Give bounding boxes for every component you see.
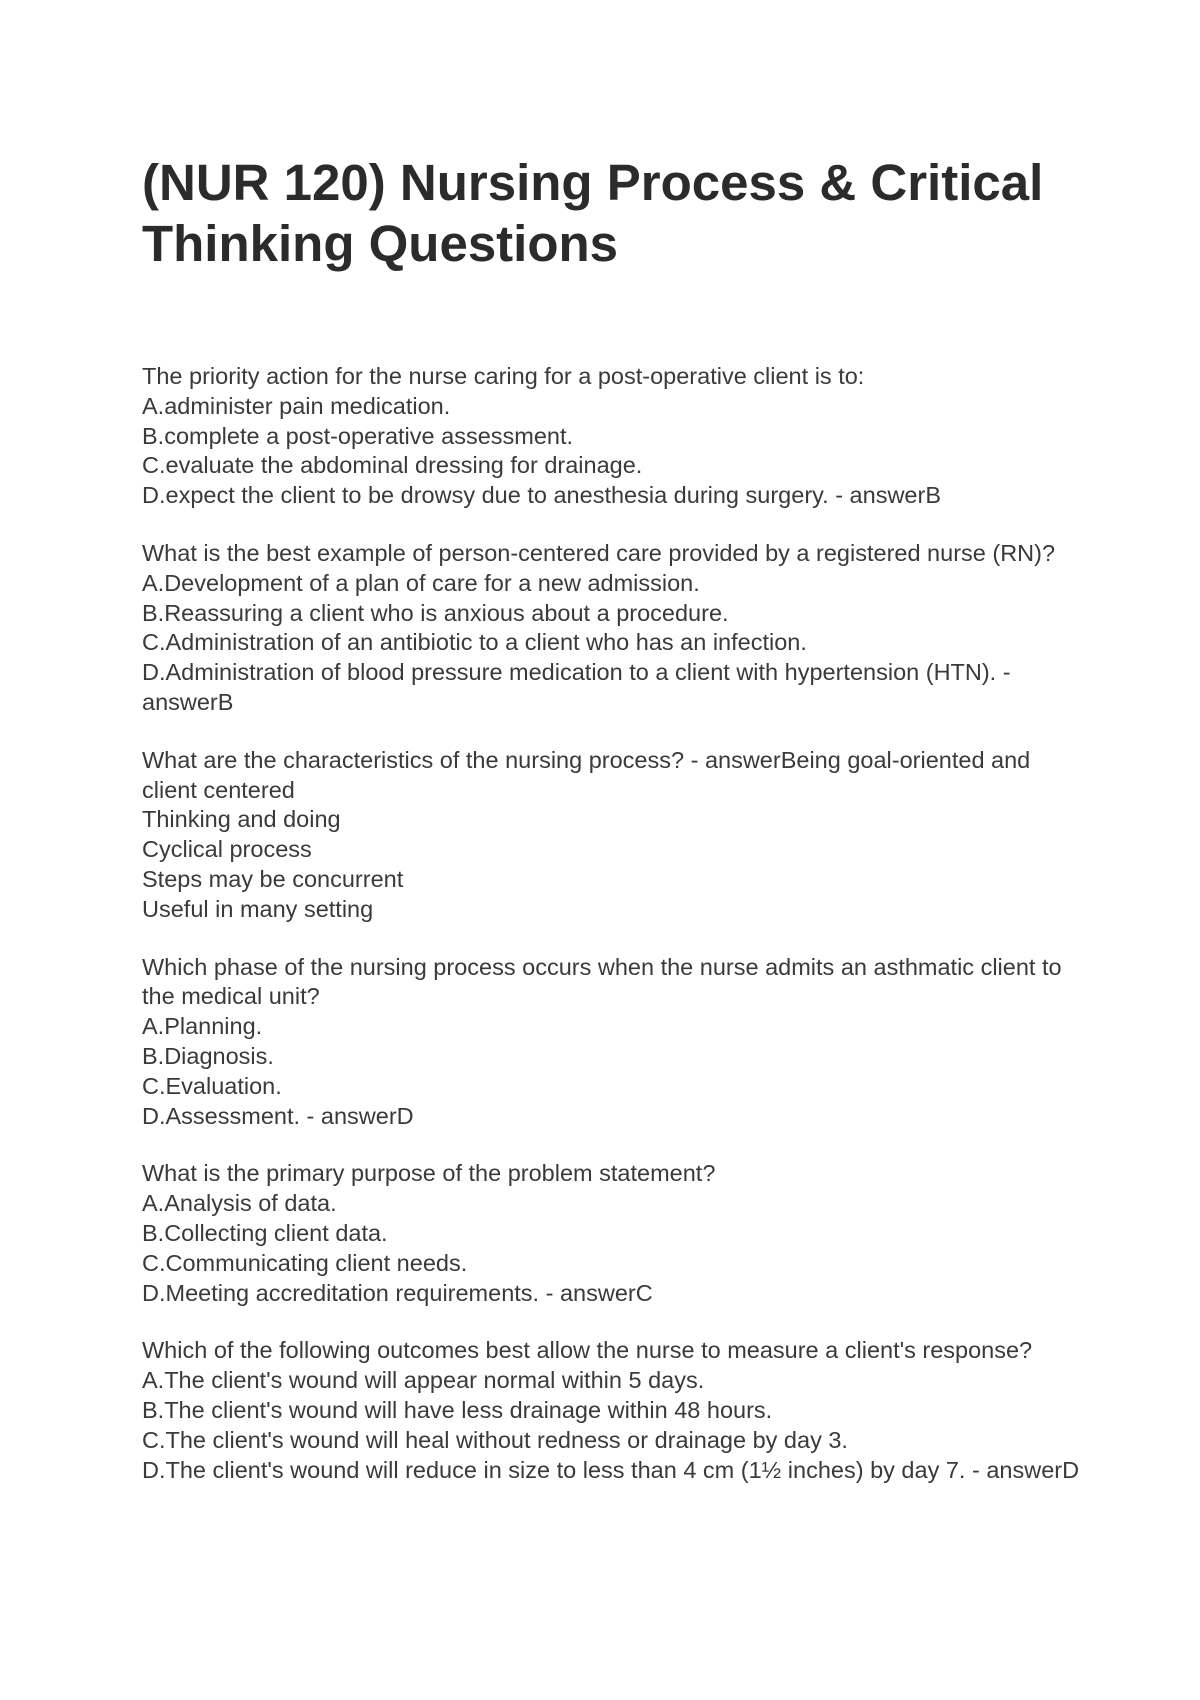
question-text: What is the primary purpose of the problem statement? xyxy=(142,1160,716,1187)
answer-option-c: C.Communicating client needs. xyxy=(142,1249,468,1276)
answer-option-c: C.Evaluation. xyxy=(142,1072,282,1099)
answer-line: Useful in many setting xyxy=(142,895,374,922)
document-title: (NUR 120) Nursing Process & Critical Thinking Questions xyxy=(142,154,1044,272)
question-text: What are the characteristics of the nursing process? - answerBeing goal-oriented and client centered xyxy=(142,746,1031,803)
question-block-1 xyxy=(142,362,1082,511)
answer-line: Steps may be concurrent xyxy=(142,865,404,892)
answer-line: Thinking and doing xyxy=(142,806,341,833)
question-text: What is the best example of person-centered care provided by a registered nurse (RN)? xyxy=(142,539,1056,566)
answer-option-b: B.complete a post-operative assessment. xyxy=(142,422,574,449)
question-block-3 xyxy=(142,746,1082,925)
answer-option-a: A.The client's wound will appear normal within 5 days. xyxy=(142,1367,705,1394)
answer-option-b: B.Collecting client data. xyxy=(142,1219,388,1246)
answer-option-b: B.The client's wound will have less drainage within 48 hours. xyxy=(142,1396,773,1423)
answer-option-b: B.Reassuring a client who is anxious about a procedure. xyxy=(142,599,729,626)
question-text: Which phase of the nursing process occurs when the nurse admits an asthmatic client to the medical unit? xyxy=(142,953,1062,1010)
answer-option-d: D.Assessment. - answerD xyxy=(142,1102,414,1129)
answer-option-c: C.Administration of an antibiotic to a client who has an infection. xyxy=(142,629,807,656)
answer-option-d: D.Meeting accreditation requirements. - answerC xyxy=(142,1279,653,1306)
question-block-4 xyxy=(142,953,1082,1132)
question-text: Which of the following outcomes best allow the nurse to measure a client's response? xyxy=(142,1337,1033,1364)
question-list xyxy=(142,362,1082,1513)
answer-line: Cyclical process xyxy=(142,836,312,863)
answer-option-d: D.The client's wound will reduce in size to less than 4 cm (1½ inches) by day 7. - answerD xyxy=(142,1456,1080,1483)
question-text: The priority action for the nurse caring for a post-operative client is to: xyxy=(142,363,865,389)
question-block-6 xyxy=(142,1336,1082,1485)
answer-option-d: D.Administration of blood pressure medication to a client with hypertension (HTN). - answerB xyxy=(142,659,1011,715)
question-block-2 xyxy=(142,539,1082,718)
answer-option-c: C.The client's wound will heal without redness or drainage by day 3. xyxy=(142,1426,848,1453)
answer-option-d: D.expect the client to be drowsy due to anesthesia during surgery. - answerB xyxy=(142,482,941,509)
question-block-5 xyxy=(142,1159,1082,1308)
answer-option-a: A.Development of a plan of care for a new admission. xyxy=(142,569,700,596)
answer-option-a: A.administer pain medication. xyxy=(142,392,451,419)
answer-option-c: C.evaluate the abdominal dressing for drainage. xyxy=(142,452,643,479)
answer-option-b: B.Diagnosis. xyxy=(142,1042,274,1069)
answer-option-a: A.Planning. xyxy=(142,1013,263,1040)
answer-option-a: A.Analysis of data. xyxy=(142,1190,337,1217)
